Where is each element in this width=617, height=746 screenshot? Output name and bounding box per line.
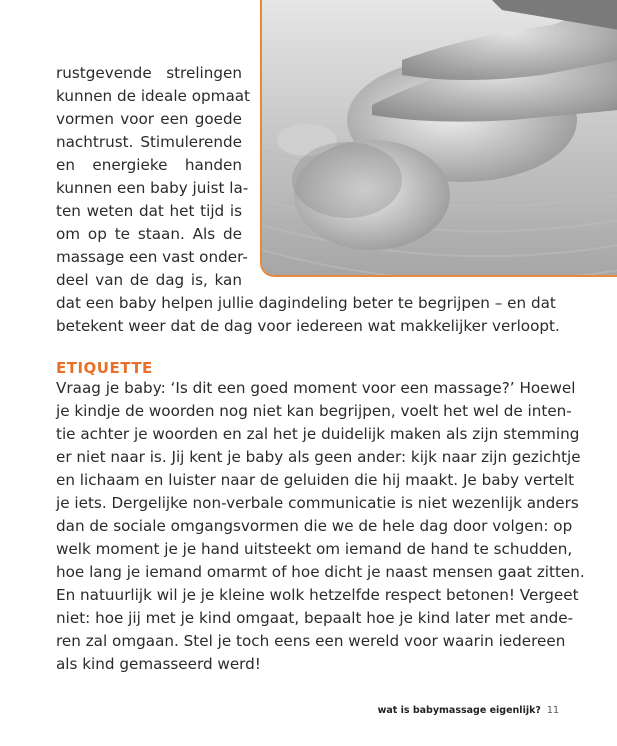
text-line: welk moment je je hand uitsteekt om iemand de hand te schudden, (56, 540, 573, 558)
page-footer (378, 705, 559, 716)
text-line: kunnen de ideale opmaat (56, 87, 251, 105)
baby-massage-photo (260, 0, 617, 277)
text-line: massage een vast onder- (56, 248, 248, 266)
text-line: dan de sociale omgangsvormen die we de hele dag door volgen: op (56, 517, 573, 535)
text-line: om op te staan. Als de (56, 225, 242, 243)
text-line: je kindje de woorden nog niet kan begrijpen, voelt het wel de inten- (56, 402, 572, 420)
text-line: er niet naar is. Jij kent je baby als geen ander: kijk naar zijn gezichtje (56, 448, 581, 466)
running-title: wat is babymassage eigenlijk? (377, 705, 541, 716)
text-line: kunnen een baby juist la- (56, 179, 249, 197)
page-number: 11 (546, 705, 559, 716)
text-line: ten weten dat het tijd is (56, 202, 242, 220)
text-line: betekent weer dat de dag voor iedereen wat makkelijker verloopt. (56, 317, 560, 335)
text-line: en energieke handen (56, 156, 242, 174)
section-heading: ETIQUETTE (56, 359, 153, 377)
text-line: ren zal omgaan. Stel je toch eens een wereld voor waarin iedereen (56, 632, 566, 650)
text-line: niet: hoe jij met je kind omgaat, bepaalt hoe je kind later met ande- (56, 609, 574, 627)
text-line: Vraag je baby: ‘Is dit een goed moment voor een massage?’ Hoewel (56, 379, 576, 397)
text-line: en lichaam en luister naar de geluiden die hij maakt. Je baby vertelt (56, 471, 575, 489)
text-line: En natuurlijk wil je je kleine wolk hetzelfde respect betonen! Vergeet (56, 586, 579, 604)
text-line: vormen voor een goede (56, 110, 242, 128)
text-line: nachtrust. Stimulerende (56, 133, 242, 151)
text-line: dat een baby helpen jullie dagindeling beter te begrijpen – en dat (56, 294, 556, 312)
text-line: tie achter je woorden en zal het je duidelijk maken als zijn stemming (56, 425, 580, 443)
text-line: rustgevende strelingen (56, 64, 242, 82)
text-line: je iets. Dergelijke non-verbale communicatie is niet wezenlijk anders (56, 494, 579, 512)
text-line: hoe lang je iemand omarmt of hoe dicht je naast mensen gaat zitten. (56, 563, 585, 581)
text-line: deel van de dag is, kan (56, 271, 242, 289)
text-line: als kind gemasseerd werd! (56, 655, 261, 673)
